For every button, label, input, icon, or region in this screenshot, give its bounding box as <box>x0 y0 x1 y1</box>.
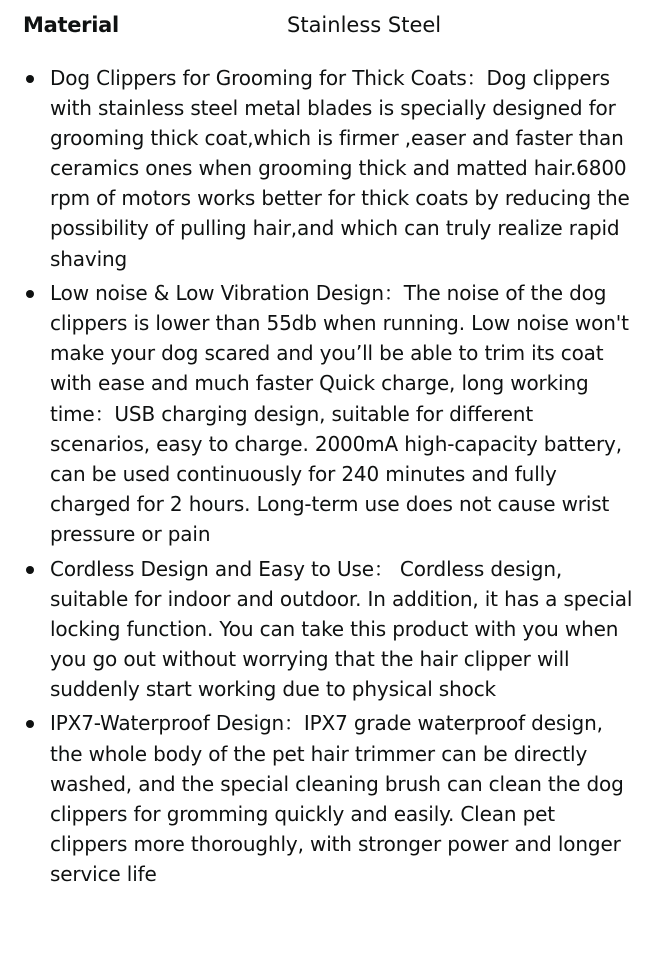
bullet-text: Dog Clippers for Grooming for Thick Coats：Dog clippers with stainless steel metal blades is specially designed for grooming thick coat,which is firmer ,easer and faster than ceramics ones when grooming thick and matted hair.6800 rpm of motors works better for thick coats by reducing the possibility of pulling hair,and which can truly realize rapid shaving <box>50 66 630 271</box>
spec-value: Stainless Steel <box>287 13 442 37</box>
bullet-dot-icon <box>26 720 34 728</box>
bullet-dot-icon <box>26 290 34 298</box>
feature-bullet-grooming <box>0 63 635 274</box>
feature-bullet-low-noise <box>0 278 635 549</box>
bullet-text: IPX7-Waterproof Design：IPX7 grade waterproof design, the whole body of the pet hair trimmer can be directly washed, and the special cleaning brush can clean the dog clippers for gromming quickly and easily. Clean pet clippers more thoroughly, with stronger power and longer service life <box>50 711 624 886</box>
spec-label: Material <box>23 13 119 37</box>
spec-row-material <box>23 9 639 41</box>
bullet-dot-icon <box>26 75 34 83</box>
bullet-text: Low noise & Low Vibration Design：The noise of the dog clippers is lower than 55db when running. Low noise won't make your dog scared and you’ll be able to trim its coat with ease and much faster Quick charge, long working time：USB charging design, suitable for different scenarios, easy to charge. 2000mA high-capacity battery, can be used continuously for 240 minutes and fully charged for 2 hours. Long-term use does not cause wrist pressure or pain <box>50 281 629 546</box>
feature-bullet-list <box>0 63 635 894</box>
feature-bullet-cordless <box>0 554 635 704</box>
bullet-text: Cordless Design and Easy to Use： Cordless design, suitable for indoor and outdoor. In addition, it has a special locking function. You can take this product with you when you go out without worrying that the hair clipper will suddenly start working due to physical shock <box>50 556 633 701</box>
feature-bullet-waterproof <box>0 708 635 889</box>
bullet-dot-icon <box>26 566 34 574</box>
